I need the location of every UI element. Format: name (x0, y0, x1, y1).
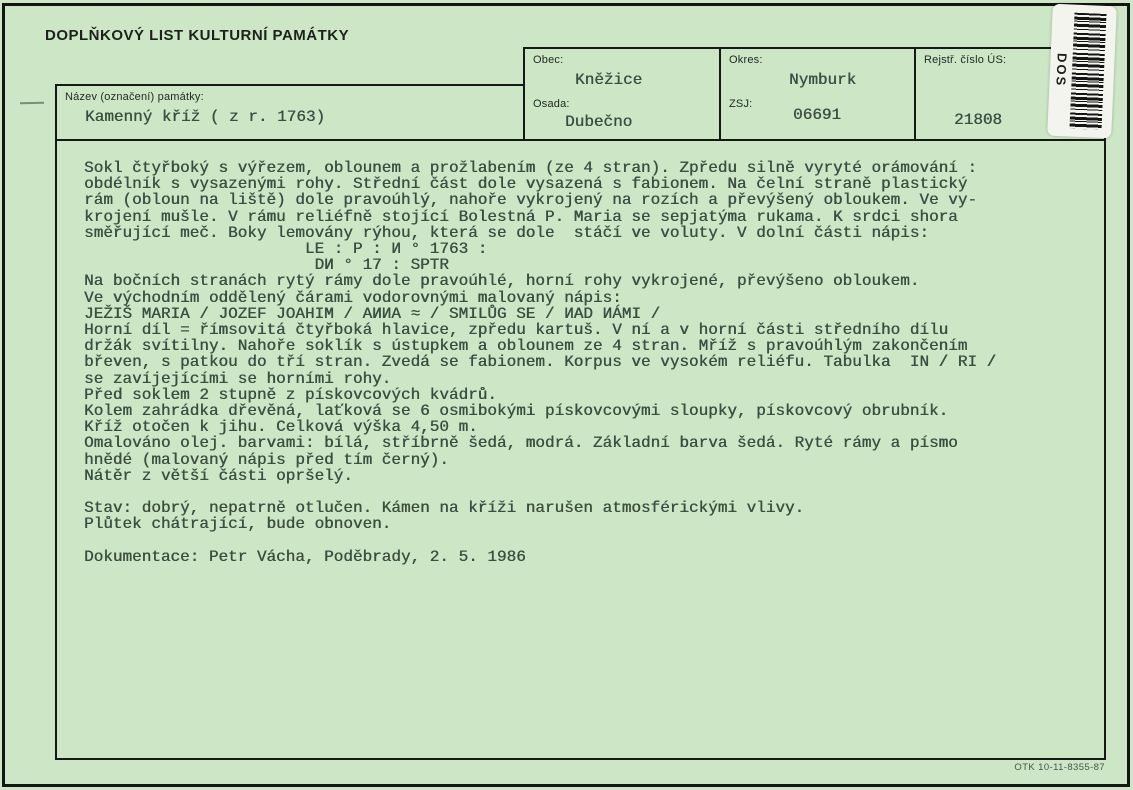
typewritten-line: obdélník s vysazenými rohy. Střední část dole vysazená s fabionem. Na čelní straně plastický (84, 175, 968, 194)
typewritten-line: držák svítilny. Nahoře soklík s ústupkem a oblounem ze 4 stran. Mříž s pravoúhlým zakončením (84, 337, 968, 356)
typewritten-line: Horní díl = římsovitá čtyřboká hlavice, zpředu kartuš. V ní a v horní části středního dílu (84, 321, 949, 340)
typewritten-line: LE : P : И ° 1763 : (84, 240, 488, 259)
typewritten-line: Na bočních stranách rytý rámy dole pravoúhlé, horní rohy vykrojené, převýšeno obloukem. (84, 272, 920, 291)
obec-value: Kněžice (575, 71, 643, 89)
typewritten-line: Ve východním oddělený čárami vodorovnými malovaný nápis: (84, 288, 622, 307)
typewritten-line: krojení mušle. V rámu reliéfně stojící Bolestná P. Maria se sepjatýma rukama. K srdci shora (84, 207, 958, 226)
obec-box (523, 47, 721, 141)
rejstr-value: 21808 (954, 111, 1003, 129)
okres-box (719, 47, 916, 141)
typewritten-line: hnědé (malovaný nápis před tím černý). (84, 450, 449, 469)
typewritten-line: Stav: dobrý, nepatrně otlučen. Kámen na kříži narušen atmosférickými vlivy. (84, 499, 805, 518)
rejstr-label: Rejstř. číslo ÚS: (924, 54, 1007, 66)
typewritten-line: Kříž otočen k jihu. Celková výška 4,50 m. (84, 418, 478, 437)
typewritten-line: DИ ° 17 : SPTR (84, 256, 449, 275)
typewritten-line: Dokumentace: Petr Vácha, Poděbrady, 2. 5. 1986 (84, 547, 526, 566)
typewritten-line: Omalováno olej. barvami: bílá, stříbrně šedá, modrá. Základní barva šedá. Ryté rámy a písmo (84, 434, 958, 453)
registration-mark (20, 102, 44, 104)
typewritten-line: Před soklem 2 stupně z pískovcových kvádrů. (84, 385, 497, 404)
typewritten-line: Plůtek chátrající, bude obnoven. (84, 515, 392, 534)
name-value: Kamenný kříž ( z r. 1763) (85, 108, 326, 126)
zsj-value: 06691 (793, 106, 842, 124)
typewriter-body (84, 160, 1098, 565)
okres-label: Okres: (729, 54, 763, 66)
barcode-label: DOS (1053, 52, 1070, 88)
obec-label: Obec: (533, 54, 564, 66)
main-text-box (55, 139, 1106, 760)
print-code: OTK 10-11-8355-87 (1014, 762, 1105, 773)
typewritten-line: Sokl čtyřboký s výřezem, oblounem a prožlabením (ze 4 stran). Zpředu silně vyryté orámování : (84, 159, 977, 177)
typewritten-line: rám (obloun na liště) dole pravoúhlý, nahoře vykrojený na rozích a převýšený obloukem. Ve vy- (84, 191, 977, 210)
typewritten-line: se zavíjejícími se horními rohy. (84, 369, 392, 388)
osada-value: Dubečno (565, 113, 633, 131)
typewritten-line: JEŽIŠ MARIA / JOZEF JOAHIM / AИИA ≈ / SMILŮG SE / ИAD ИÁMI / (84, 304, 661, 323)
barcode-icon (1069, 13, 1106, 130)
typewritten-line: Nátěr z větší části opršelý. (84, 466, 353, 485)
name-label: Název (označení) památky: (65, 91, 204, 103)
typewritten-line: břeven, s patkou do tří stran. Zvedá se fabionem. Korpus ve vysokém reliéfu. Tabulka IN / RI / (84, 353, 997, 372)
osada-label: Osada: (533, 98, 570, 110)
form-title: DOPLŇKOVÝ LIST KULTURNÍ PAMÁTKY (45, 27, 350, 44)
typewritten-line: Kolem zahrádka dřevěná, laťková se 6 osmibokými pískovcovými sloupky, pískovcový obrubník. (84, 402, 949, 421)
barcode-sticker (1047, 4, 1117, 139)
name-box (55, 84, 525, 141)
typewritten-line: směřující meč. Boky lemovány rýhou, která se dole stáčí ve voluty. V dolní části nápis: (84, 223, 929, 242)
zsj-label: ZSJ: (729, 98, 753, 110)
typewritten-line (84, 533, 1098, 549)
typewritten-line (84, 484, 1098, 500)
okres-value: Nymburk (789, 71, 857, 89)
